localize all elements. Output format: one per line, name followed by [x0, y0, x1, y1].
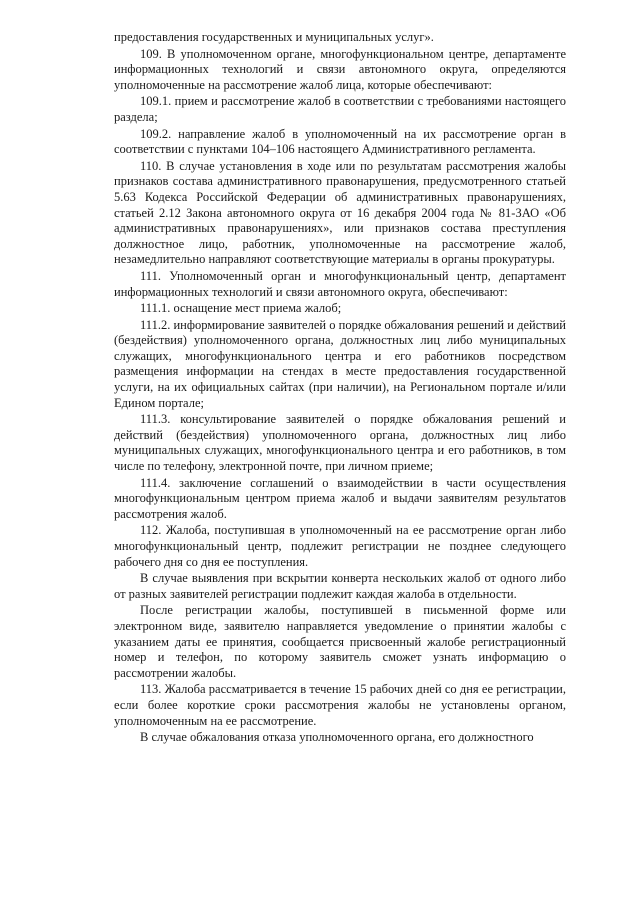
- paragraph-113-refusal: В случае обжалования отказа уполномоченного органа, его должностного: [140, 730, 534, 745]
- paragraph-111-4: 111.4. заключение соглашений о взаимодействии в части осуществления многофункциональным центром приема жалоб и выдачи заявителям результатов рассмотрения жалоб.: [114, 475, 566, 521]
- paragraph-109-2: 109.2. направление жалоб в уполномоченный на их рассмотрение орган в соответствии с пунктами 104–106 настоящего Административного регламента.: [114, 126, 566, 157]
- paragraph-109: 109. В уполномоченном органе, многофункциональном центре, департаменте информационных технологий и связи автономного округа, определяются уполномоченные на рассмотрение жалоб лица, которые обеспечивают:: [114, 46, 566, 92]
- paragraph-112-registration: После регистрации жалобы, поступившей в письменной форме или электронном виде, заявителю направляется уведомление о принятии жалобы с указанием даты ее принятия, сообщается присвоенный жалобе регистрационный номер и телефон, по которому заявитель сможет узнать информацию о рассмотрении жалобы.: [114, 603, 566, 680]
- paragraph-111-2: 111.2. информирование заявителей о порядке обжалования решений и действий (бездействия) уполномоченного органа, должностных лиц либо муниципальных служащих, многофункционального центра и его работников посредством размещения информации на стендах в месте предоставления государственной услуги, на их официальных сайтах (при наличии), на Региональном портале и/или Едином портале;: [114, 317, 566, 410]
- paragraph-111-3: 111.3. консультирование заявителей о порядке обжалования решений и действий (бездействия) уполномоченного органа, должностных лиц либо муниципальных служащих, многофункционального центра и его работников, в том числе по телефону, электронной почте, при личном приеме;: [114, 412, 566, 474]
- paragraph-109-1: 109.1. прием и рассмотрение жалоб в соответствии с требованиями настоящего раздела;: [114, 94, 566, 124]
- paragraph-112: 112. Жалоба, поступившая в уполномоченный на ее рассмотрение орган либо многофункциональный центр, подлежит регистрации не позднее следующего рабочего дня со дня ее поступления.: [114, 523, 566, 569]
- paragraph-112-envelope: В случае выявления при вскрытии конверта нескольких жалоб от одного либо от разных заявителей регистрации подлежит каждая жалоба в отдельности.: [114, 571, 566, 601]
- paragraph-110: 110. В случае установления в ходе или по результатам рассмотрения жалобы признаков состава административного правонарушения, предусмотренного статьей 5.63 Кодекса Российской Федерации об административных правонарушениях, статьей 2.12 Закона автономного округа от 16 декабря 2004 года № 81-ЗАО «Об административных правонарушениях», или признаков состава преступления должностное лицо, работник, уполномоченные на рассмотрение жалоб, незамедлительно направляют соответствующие материалы в органы прокуратуры.: [114, 158, 566, 267]
- paragraph-113: 113. Жалоба рассматривается в течение 15 рабочих дней со дня ее регистрации, если более короткие сроки рассмотрения жалобы не установлены органом, уполномоченным на ее рассмотрение.: [114, 682, 566, 728]
- paragraph-continuation: предоставления государственных и муниципальных услуг».: [114, 30, 434, 44]
- paragraph-111: 111. Уполномоченный орган и многофункциональный центр, департамент информационных технологий и связи автономного округа, обеспечивают:: [114, 268, 566, 299]
- paragraph-111-1: 111.1. оснащение мест приема жалоб;: [140, 301, 342, 316]
- document-page: [114, 30, 566, 747]
